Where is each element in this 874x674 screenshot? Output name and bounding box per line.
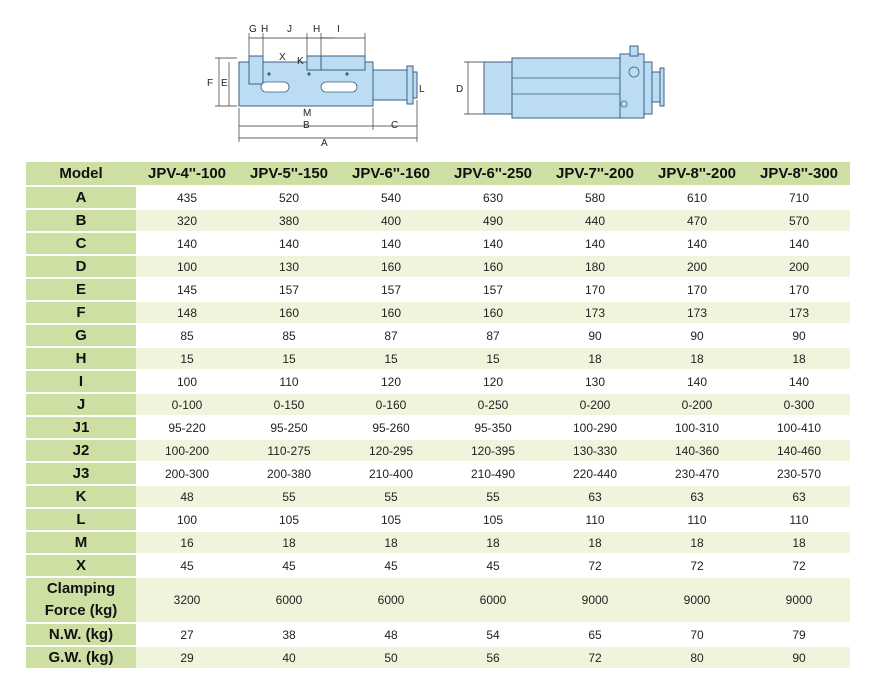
dim-label-j: J: [287, 24, 292, 35]
row-label: B: [26, 209, 136, 232]
table-row: [26, 531, 850, 554]
table-cell: 6000: [340, 577, 442, 623]
table-cell: 15: [442, 347, 544, 370]
row-label: J1: [26, 416, 136, 439]
table-cell: 130-330: [544, 439, 646, 462]
table-cell: 173: [748, 301, 850, 324]
dim-label-l: L: [419, 84, 425, 95]
table-cell: 50: [340, 646, 442, 669]
table-cell: 100-200: [136, 439, 238, 462]
table-cell: 470: [646, 209, 748, 232]
table-cell: 95-260: [340, 416, 442, 439]
row-label: X: [26, 554, 136, 577]
table-cell: 110: [544, 508, 646, 531]
dim-label-m: M: [303, 108, 312, 119]
table-cell: 440: [544, 209, 646, 232]
table-cell: 160: [340, 301, 442, 324]
table-cell: 29: [136, 646, 238, 669]
table-cell: 90: [544, 324, 646, 347]
table-cell: 18: [238, 531, 340, 554]
table-cell: 100: [136, 508, 238, 531]
row-label: F: [26, 301, 136, 324]
table-cell: 230-470: [646, 462, 748, 485]
table-cell: 170: [646, 278, 748, 301]
table-cell: 15: [136, 347, 238, 370]
table-cell: 210-490: [442, 462, 544, 485]
header-model: JPV-5''-150: [238, 162, 340, 186]
table-row: [26, 393, 850, 416]
table-cell: 610: [646, 186, 748, 209]
table-cell: 380: [238, 209, 340, 232]
technical-drawings: [0, 0, 874, 160]
table-row: [26, 508, 850, 531]
table-cell: 72: [748, 554, 850, 577]
table-cell: 110-275: [238, 439, 340, 462]
table-cell: 87: [340, 324, 442, 347]
dim-label-b: B: [303, 120, 310, 131]
dim-label-e: E: [221, 78, 228, 89]
table-cell: 170: [544, 278, 646, 301]
table-cell: 63: [646, 485, 748, 508]
table-cell: 170: [748, 278, 850, 301]
table-row: [26, 416, 850, 439]
table-cell: 200-300: [136, 462, 238, 485]
table-cell: 15: [340, 347, 442, 370]
table-row: [26, 462, 850, 485]
table-cell: 45: [238, 554, 340, 577]
table-cell: 157: [238, 278, 340, 301]
table-cell: 18: [544, 531, 646, 554]
table-cell: 540: [340, 186, 442, 209]
table-cell: 15: [238, 347, 340, 370]
table-row: [26, 324, 850, 347]
table-cell: 45: [136, 554, 238, 577]
table-cell: 140: [544, 232, 646, 255]
table-cell: 173: [646, 301, 748, 324]
table-cell: 6000: [238, 577, 340, 623]
table-row: [26, 439, 850, 462]
table-cell: 120-395: [442, 439, 544, 462]
table-cell: 140: [238, 232, 340, 255]
table-cell: 100: [136, 255, 238, 278]
table-cell: 55: [238, 485, 340, 508]
dim-label-g: G: [249, 24, 257, 35]
table-row: [26, 278, 850, 301]
table-row: [26, 347, 850, 370]
table-cell: 160: [238, 301, 340, 324]
table-row: [26, 232, 850, 255]
table-cell: 87: [442, 324, 544, 347]
table-cell: 200: [646, 255, 748, 278]
table-cell: 110: [748, 508, 850, 531]
table-cell: 72: [544, 646, 646, 669]
table-cell: 18: [748, 531, 850, 554]
table-cell: 0-200: [544, 393, 646, 416]
side-view-drawing: [205, 0, 425, 150]
header-model: JPV-6''-250: [442, 162, 544, 186]
dim-label-a: A: [321, 138, 328, 149]
table-cell: 100-290: [544, 416, 646, 439]
table-cell: 105: [238, 508, 340, 531]
row-label: L: [26, 508, 136, 531]
table-cell: 220-440: [544, 462, 646, 485]
dim-label-h: H: [261, 24, 269, 35]
table-cell: 0-150: [238, 393, 340, 416]
row-label: A: [26, 186, 136, 209]
row-label: C: [26, 232, 136, 255]
table-cell: 9000: [748, 577, 850, 623]
table-cell: 16: [136, 531, 238, 554]
table-cell: 580: [544, 186, 646, 209]
table-cell: 18: [340, 531, 442, 554]
table-cell: 140: [136, 232, 238, 255]
table-cell: 110: [646, 508, 748, 531]
row-label: H: [26, 347, 136, 370]
table-cell: 55: [442, 485, 544, 508]
table-row: [26, 370, 850, 393]
table-cell: 320: [136, 209, 238, 232]
header-model: JPV-6''-160: [340, 162, 442, 186]
table-cell: 56: [442, 646, 544, 669]
table-cell: 0-300: [748, 393, 850, 416]
table-cell: 48: [136, 485, 238, 508]
table-cell: 100-310: [646, 416, 748, 439]
table-cell: 140: [748, 232, 850, 255]
table-cell: 45: [340, 554, 442, 577]
table-cell: 110: [238, 370, 340, 393]
table-cell: 490: [442, 209, 544, 232]
row-label: Clamping Force (kg): [26, 577, 136, 623]
table-cell: 200: [748, 255, 850, 278]
table-row: [26, 255, 850, 278]
header-model: JPV-4''-100: [136, 162, 238, 186]
table-cell: 90: [646, 324, 748, 347]
table-cell: 570: [748, 209, 850, 232]
table-cell: 630: [442, 186, 544, 209]
row-label: E: [26, 278, 136, 301]
table-cell: 400: [340, 209, 442, 232]
table-cell: 435: [136, 186, 238, 209]
table-cell: 140: [646, 370, 748, 393]
table-row: [26, 209, 850, 232]
table-cell: 180: [544, 255, 646, 278]
row-label: I: [26, 370, 136, 393]
table-cell: 140: [442, 232, 544, 255]
table-cell: 40: [238, 646, 340, 669]
row-label: J2: [26, 439, 136, 462]
table-row: [26, 301, 850, 324]
table-cell: 120-295: [340, 439, 442, 462]
table-row: [26, 186, 850, 209]
table-cell: 72: [544, 554, 646, 577]
table-cell: 0-200: [646, 393, 748, 416]
dim-label-x: X: [279, 52, 286, 63]
end-view-drawing: [454, 0, 674, 150]
row-label: G: [26, 324, 136, 347]
table-cell: 90: [748, 646, 850, 669]
table-cell: 95-220: [136, 416, 238, 439]
table-cell: 160: [340, 255, 442, 278]
table-cell: 160: [442, 255, 544, 278]
table-cell: 130: [238, 255, 340, 278]
table-cell: 200-380: [238, 462, 340, 485]
header-model: JPV-8''-300: [748, 162, 850, 186]
table-cell: 65: [544, 623, 646, 646]
dim-label-i: I: [337, 24, 340, 35]
dim-label-h2: H: [313, 24, 321, 35]
table-cell: 120: [340, 370, 442, 393]
dim-label-k: K: [297, 56, 304, 67]
table-cell: 140-360: [646, 439, 748, 462]
table-row: [26, 577, 850, 623]
table-cell: 27: [136, 623, 238, 646]
table-cell: 520: [238, 186, 340, 209]
table-cell: 0-100: [136, 393, 238, 416]
table-cell: 140: [748, 370, 850, 393]
table-cell: 9000: [544, 577, 646, 623]
table-cell: 173: [544, 301, 646, 324]
table-cell: 230-570: [748, 462, 850, 485]
table-cell: 710: [748, 186, 850, 209]
row-label: J: [26, 393, 136, 416]
table-cell: 54: [442, 623, 544, 646]
row-label: G.W. (kg): [26, 646, 136, 669]
table-cell: 105: [442, 508, 544, 531]
table-cell: 210-400: [340, 462, 442, 485]
table-row: [26, 646, 850, 669]
table-cell: 3200: [136, 577, 238, 623]
table-cell: 70: [646, 623, 748, 646]
table-cell: 145: [136, 278, 238, 301]
table-cell: 85: [238, 324, 340, 347]
table-cell: 85: [136, 324, 238, 347]
table-cell: 0-160: [340, 393, 442, 416]
table-cell: 157: [442, 278, 544, 301]
table-cell: 80: [646, 646, 748, 669]
row-label: D: [26, 255, 136, 278]
table-cell: 120: [442, 370, 544, 393]
header-model: JPV-8''-200: [646, 162, 748, 186]
table-cell: 95-250: [238, 416, 340, 439]
table-row: [26, 623, 850, 646]
table-cell: 18: [646, 531, 748, 554]
table-cell: 48: [340, 623, 442, 646]
table-cell: 95-350: [442, 416, 544, 439]
table-cell: 63: [544, 485, 646, 508]
dim-label-d: D: [456, 84, 464, 95]
row-label: M: [26, 531, 136, 554]
table-cell: 130: [544, 370, 646, 393]
table-cell: 38: [238, 623, 340, 646]
header-model: JPV-7''-200: [544, 162, 646, 186]
table-cell: 6000: [442, 577, 544, 623]
table-cell: 160: [442, 301, 544, 324]
row-label: N.W. (kg): [26, 623, 136, 646]
dim-label-f: F: [207, 78, 214, 89]
table-cell: 63: [748, 485, 850, 508]
table-cell: 18: [544, 347, 646, 370]
header-model-label: Model: [26, 162, 136, 186]
dim-label-c: C: [391, 120, 399, 131]
table-cell: 18: [442, 531, 544, 554]
table-cell: 100-410: [748, 416, 850, 439]
table-body: [26, 186, 850, 669]
table-cell: 100: [136, 370, 238, 393]
spec-table: [26, 162, 850, 670]
table-cell: 148: [136, 301, 238, 324]
row-label: K: [26, 485, 136, 508]
table-cell: 55: [340, 485, 442, 508]
table-header-row: [26, 162, 850, 186]
table-cell: 0-250: [442, 393, 544, 416]
table-cell: 140: [646, 232, 748, 255]
table-cell: 140: [340, 232, 442, 255]
table-cell: 157: [340, 278, 442, 301]
table-cell: 90: [748, 324, 850, 347]
table-cell: 105: [340, 508, 442, 531]
table-cell: 18: [646, 347, 748, 370]
table-cell: 72: [646, 554, 748, 577]
table-cell: 18: [748, 347, 850, 370]
table-cell: 140-460: [748, 439, 850, 462]
table-cell: 45: [442, 554, 544, 577]
table-row: [26, 485, 850, 508]
table-cell: 9000: [646, 577, 748, 623]
table-cell: 79: [748, 623, 850, 646]
row-label: J3: [26, 462, 136, 485]
table-row: [26, 554, 850, 577]
